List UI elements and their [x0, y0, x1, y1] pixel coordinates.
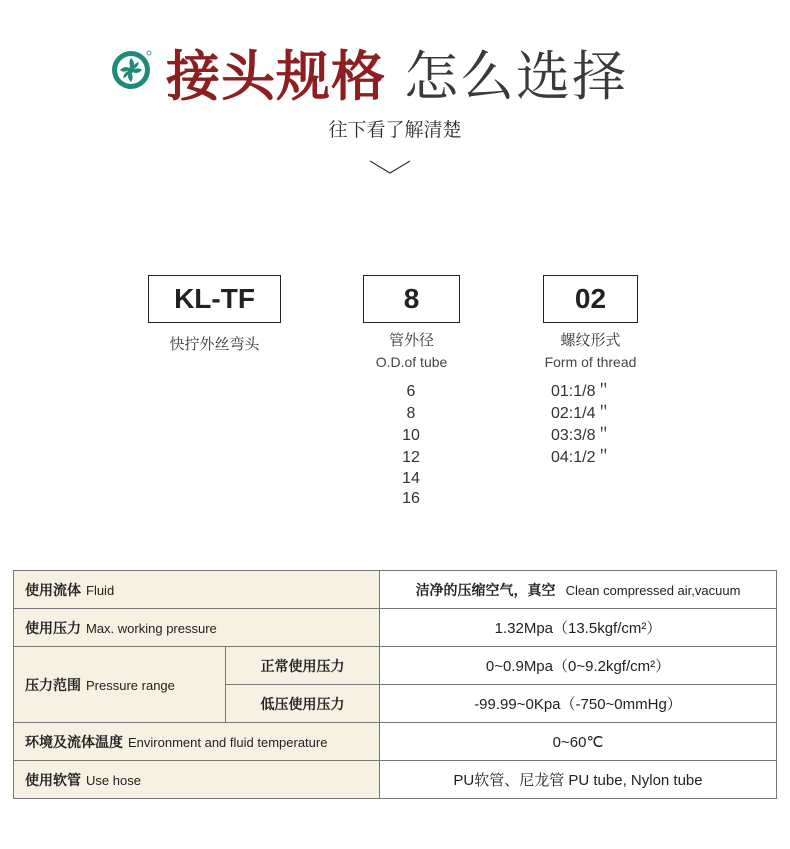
thread-options [551, 381, 651, 469]
list-item: 10 [402, 427, 420, 444]
table-row [14, 609, 777, 647]
hose-label: 使用软管 Use hose [14, 761, 380, 799]
model-series-box: KL-TF [148, 275, 281, 323]
table-row [14, 571, 777, 609]
thread-form-caption: 螺纹形式 [560, 331, 621, 349]
list-item: 02:1/4＂ [551, 405, 612, 422]
tube-od-options [380, 381, 442, 509]
list-item: 8 [406, 405, 416, 422]
list-item: 14 [402, 470, 420, 487]
fluid-value: 洁净的压缩空气，真空 Clean compressed air,vacuum [380, 571, 777, 609]
low-pressure-label: 低压使用压力 [226, 685, 380, 723]
list-item: 04:1/2＂ [551, 449, 612, 466]
page-title: 接头规格 [166, 45, 386, 108]
chevron-down-icon [368, 158, 412, 176]
list-item: 6 [406, 383, 416, 400]
table-row [14, 761, 777, 799]
page-subtitle: 往下看了解清楚 [328, 119, 462, 141]
thread-form-box: 02 [543, 275, 638, 323]
table-row [14, 723, 777, 761]
tube-od-box: 8 [363, 275, 460, 323]
tube-od-caption: 管外径 [388, 331, 434, 349]
list-item: 12 [402, 449, 420, 466]
list-item: 16 [402, 490, 420, 507]
brand-logo-icon [108, 48, 154, 94]
normal-pressure-label: 正常使用压力 [226, 647, 380, 685]
page-title-light: 怎么选择 [404, 45, 628, 108]
fluid-label: 使用流体 Fluid [14, 571, 380, 609]
max-pressure-value: 1.32Mpa（13.5kgf/cm²） [380, 609, 777, 647]
normal-pressure-value: 0~0.9Mpa（0~9.2kgf/cm²） [380, 647, 777, 685]
hose-value: PU软管、尼龙管 PU tube, Nylon tube [380, 761, 777, 799]
low-pressure-value: -99.99~0Kpa（-750~0mmHg） [380, 685, 777, 723]
spec-table [13, 570, 777, 799]
tube-od-caption-en: O.D.of tube [375, 354, 448, 370]
temperature-value: 0~60℃ [380, 723, 777, 761]
list-item: 03:3/8＂ [551, 427, 612, 444]
thread-form-caption-en: Form of thread [544, 354, 637, 370]
temperature-label: 环境及流体温度 Environment and fluid temperature [14, 723, 380, 761]
table-row [14, 647, 777, 685]
max-pressure-label: 使用压力 Max. working pressure [14, 609, 380, 647]
pressure-range-label: 压力范围 Pressure range [14, 647, 226, 723]
model-series-caption: 快拧外丝弯头 [169, 335, 260, 353]
list-item: 01:1/8＂ [551, 383, 612, 400]
